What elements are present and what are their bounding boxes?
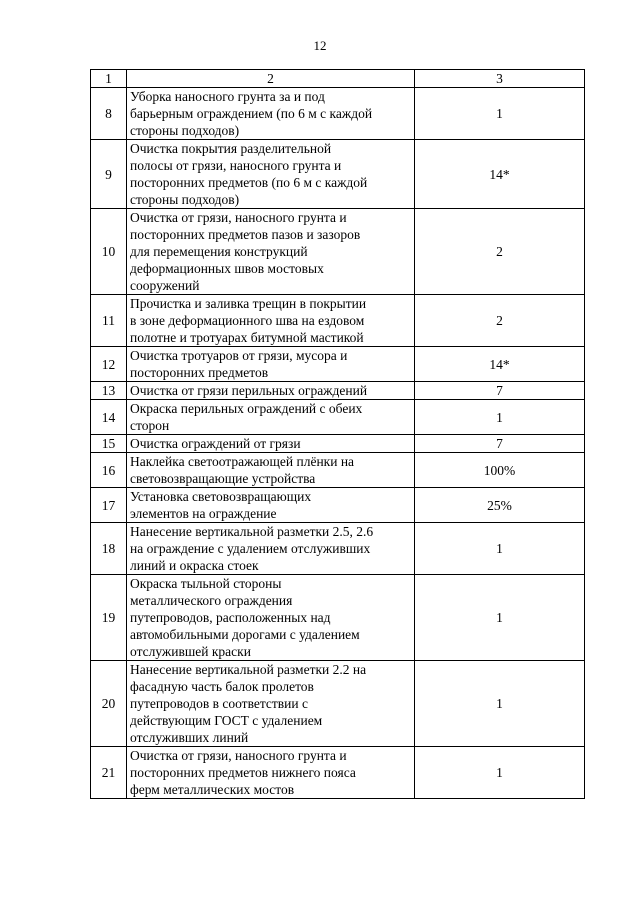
row-value-cell: 2 xyxy=(415,209,585,295)
row-description-cell: Наклейка светоотражающей плёнки на световозвращающие устройства xyxy=(127,453,415,488)
table-row xyxy=(91,661,585,747)
row-value-cell: 2 xyxy=(415,295,585,347)
row-description-cell: Очистка от грязи, наносного грунта и посторонних предметов нижнего пояса ферм металлических мостов xyxy=(127,747,415,799)
row-description-cell: Установка световозвращающих элементов на ограждение xyxy=(127,488,415,523)
row-description-cell: Очистка от грязи, наносного грунта и посторонних предметов пазов и зазоров для перемещения конструкций деформационных швов мостовых сооружений xyxy=(127,209,415,295)
row-value-cell: 25% xyxy=(415,488,585,523)
page-number: 12 xyxy=(313,38,327,53)
table-row xyxy=(91,400,585,435)
table-row xyxy=(91,140,585,209)
row-value-cell: 1 xyxy=(415,400,585,435)
table-row xyxy=(91,488,585,523)
row-number-cell: 13 xyxy=(91,382,127,400)
works-table xyxy=(90,69,585,799)
row-description-cell: Очистка от грязи перильных ограждений xyxy=(127,382,415,400)
row-number-cell: 16 xyxy=(91,453,127,488)
column-header-3: 3 xyxy=(415,70,585,88)
row-number-cell: 15 xyxy=(91,435,127,453)
table-row xyxy=(91,435,585,453)
row-value-cell: 100% xyxy=(415,453,585,488)
row-number-cell: 12 xyxy=(91,347,127,382)
row-number-cell: 10 xyxy=(91,209,127,295)
table-header-row xyxy=(91,70,585,88)
row-number-cell: 20 xyxy=(91,661,127,747)
row-description-cell: Нанесение вертикальной разметки 2.5, 2.6 на ограждение с удалением отслуживших линий и окраска стоек xyxy=(127,523,415,575)
table-row xyxy=(91,347,585,382)
table-row xyxy=(91,523,585,575)
row-value-cell: 1 xyxy=(415,575,585,661)
row-description-cell: Прочистка и заливка трещин в покрытии в зоне деформационного шва на ездовом полотне и тротуарах битумной мастикой xyxy=(127,295,415,347)
column-header-2: 2 xyxy=(127,70,415,88)
row-value-cell: 14* xyxy=(415,140,585,209)
row-number-cell: 8 xyxy=(91,88,127,140)
row-description-cell: Очистка покрытия разделительной полосы от грязи, наносного грунта и посторонних предметов (по 6 м с каждой стороны подходов) xyxy=(127,140,415,209)
row-number-cell: 14 xyxy=(91,400,127,435)
table-row xyxy=(91,453,585,488)
table-row xyxy=(91,747,585,799)
row-description-cell: Окраска тыльной стороны металлического ограждения путепроводов, расположенных над автомобильными дорогами с удалением отслужившей краски xyxy=(127,575,415,661)
table-row xyxy=(91,575,585,661)
table-row xyxy=(91,209,585,295)
row-value-cell: 1 xyxy=(415,523,585,575)
table-row xyxy=(91,295,585,347)
row-description-cell: Уборка наносного грунта за и под барьерным ограждением (по 6 м с каждой стороны подходов) xyxy=(127,88,415,140)
row-value-cell: 1 xyxy=(415,747,585,799)
table-row xyxy=(91,88,585,140)
row-number-cell: 19 xyxy=(91,575,127,661)
row-number-cell: 11 xyxy=(91,295,127,347)
column-header-1: 1 xyxy=(91,70,127,88)
row-value-cell: 1 xyxy=(415,88,585,140)
row-description-cell: Окраска перильных ограждений с обеих сторон xyxy=(127,400,415,435)
row-value-cell: 7 xyxy=(415,435,585,453)
row-value-cell: 1 xyxy=(415,661,585,747)
row-value-cell: 14* xyxy=(415,347,585,382)
row-description-cell: Нанесение вертикальной разметки 2.2 на фасадную часть балок пролетов путепроводов в соответствии с действующим ГОСТ с удалением отслуживших линий xyxy=(127,661,415,747)
table-row xyxy=(91,382,585,400)
row-description-cell: Очистка тротуаров от грязи, мусора и посторонних предметов xyxy=(127,347,415,382)
row-value-cell: 7 xyxy=(415,382,585,400)
row-description-cell: Очистка ограждений от грязи xyxy=(127,435,415,453)
row-number-cell: 9 xyxy=(91,140,127,209)
row-number-cell: 21 xyxy=(91,747,127,799)
row-number-cell: 18 xyxy=(91,523,127,575)
row-number-cell: 17 xyxy=(91,488,127,523)
